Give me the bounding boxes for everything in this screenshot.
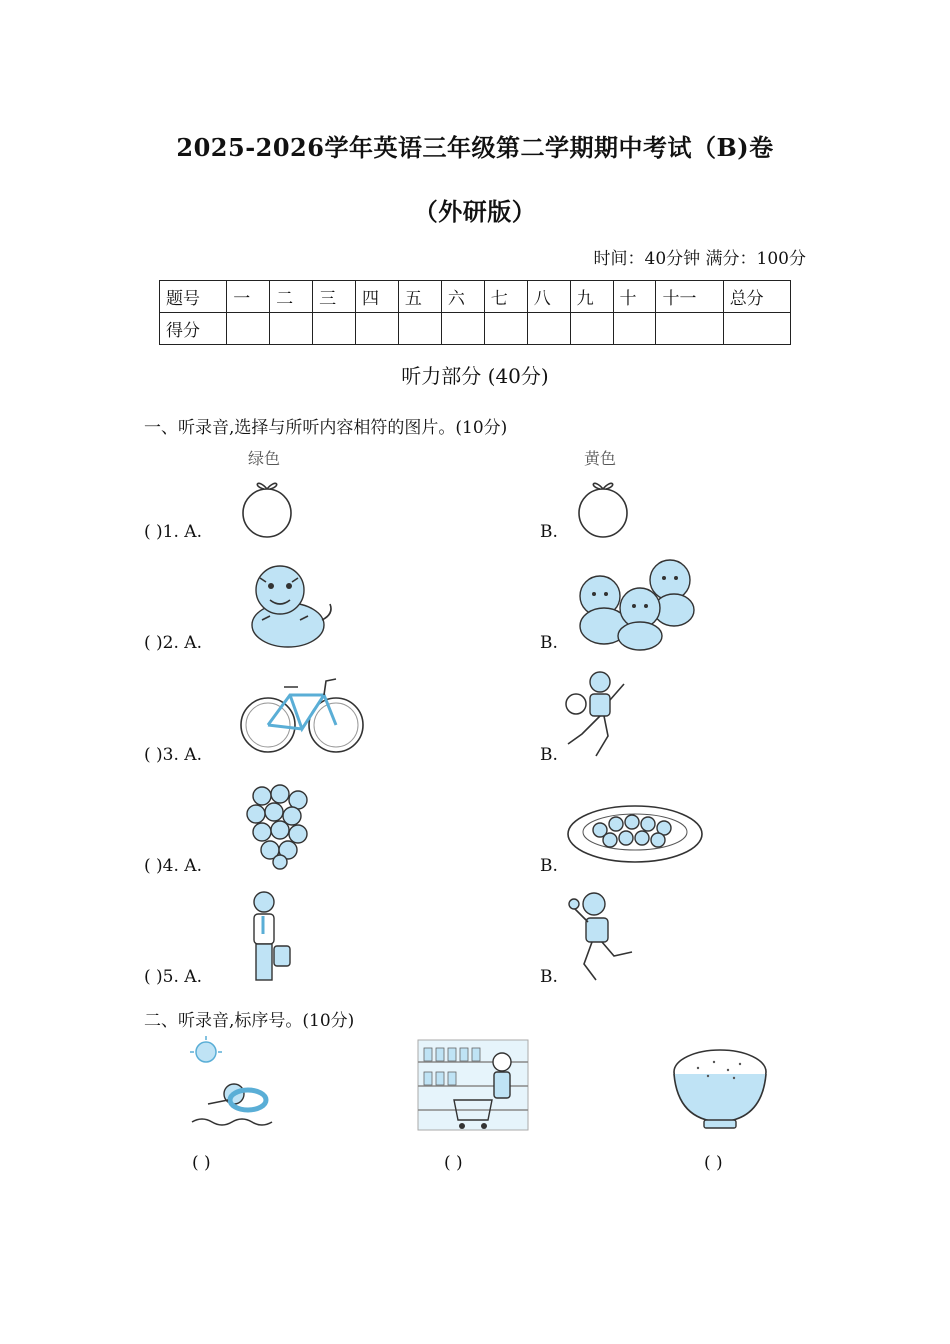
table-cell: 三 — [313, 281, 356, 313]
score-input-cell[interactable] — [398, 313, 441, 345]
color-label-yellow: 黄色 — [584, 449, 617, 468]
score-input-cell[interactable] — [356, 313, 399, 345]
question-1: ( )1. A. — [144, 522, 202, 542]
score-input-cell[interactable] — [723, 313, 790, 345]
supermarket-icon — [418, 1040, 528, 1130]
question-5-option-b: B. — [540, 967, 558, 987]
score-input-cell[interactable] — [570, 313, 613, 345]
boy-with-bag-icon — [246, 890, 296, 986]
part1-instruction: 一、听录音,选择与所听内容相符的图片。(10分) — [144, 418, 508, 438]
color-label-green: 绿色 — [248, 449, 281, 468]
table-cell: 总分 — [723, 281, 790, 313]
answer-blank-2[interactable]: ( ) — [444, 1153, 463, 1173]
score-input-cell[interactable] — [484, 313, 527, 345]
score-input-cell[interactable] — [441, 313, 484, 345]
exam-title: 2025-2026学年英语三年级第二学期期中考试（B)卷 — [176, 133, 774, 162]
rice-bowl-icon — [668, 1040, 772, 1132]
part2-instruction: 二、听录音,标序号。(10分) — [144, 1011, 355, 1031]
question-4: ( )4. A. — [144, 856, 202, 876]
question-2-option-b: B. — [540, 633, 558, 653]
answer-blank-3[interactable]: ( ) — [704, 1153, 723, 1173]
question-5: ( )5. A. — [144, 967, 202, 987]
score-input-cell[interactable] — [656, 313, 723, 345]
score-input-cell[interactable] — [613, 313, 656, 345]
table-cell: 四 — [356, 281, 399, 313]
grapes-icon — [240, 782, 314, 870]
question-4-option-b: B. — [540, 856, 558, 876]
table-cell: 五 — [398, 281, 441, 313]
table-cell: 一 — [227, 281, 270, 313]
exam-subtitle: （外研版） — [413, 197, 537, 226]
ornament-yellow-icon — [576, 470, 632, 540]
table-cell: 题号 — [160, 281, 227, 313]
bicycle-icon — [240, 675, 366, 755]
table-cell: 七 — [484, 281, 527, 313]
table-cell: 二 — [270, 281, 313, 313]
plate-of-dumplings-icon — [566, 804, 704, 864]
question-3-option-b: B. — [540, 745, 558, 765]
ornament-green-icon — [240, 470, 296, 540]
table-cell: 六 — [441, 281, 484, 313]
lions-icon — [568, 556, 703, 652]
table-row — [160, 281, 791, 313]
question-2: ( )2. A. — [144, 633, 202, 653]
exam-meta: 时间：40分钟 满分：100分 — [593, 249, 806, 269]
score-input-cell[interactable] — [527, 313, 570, 345]
table-cell: 十一 — [656, 281, 723, 313]
score-input-cell[interactable] — [313, 313, 356, 345]
question-3: ( )3. A. — [144, 745, 202, 765]
boy-with-ice-cream-icon — [566, 890, 642, 986]
listening-header: 听力部分 (40分) — [401, 364, 549, 388]
score-input-cell[interactable] — [270, 313, 313, 345]
answer-blank-1[interactable]: ( ) — [192, 1153, 211, 1173]
table-cell: 十 — [613, 281, 656, 313]
score-table — [159, 280, 791, 345]
table-cell: 八 — [527, 281, 570, 313]
question-1-option-b: B. — [540, 522, 558, 542]
score-input-cell[interactable] — [227, 313, 270, 345]
table-row — [160, 313, 791, 345]
table-cell: 九 — [570, 281, 613, 313]
swimming-boy-icon — [188, 1040, 284, 1132]
boy-playing-football-icon — [560, 670, 636, 762]
table-cell: 得分 — [160, 313, 227, 345]
tiger-icon — [240, 560, 336, 652]
